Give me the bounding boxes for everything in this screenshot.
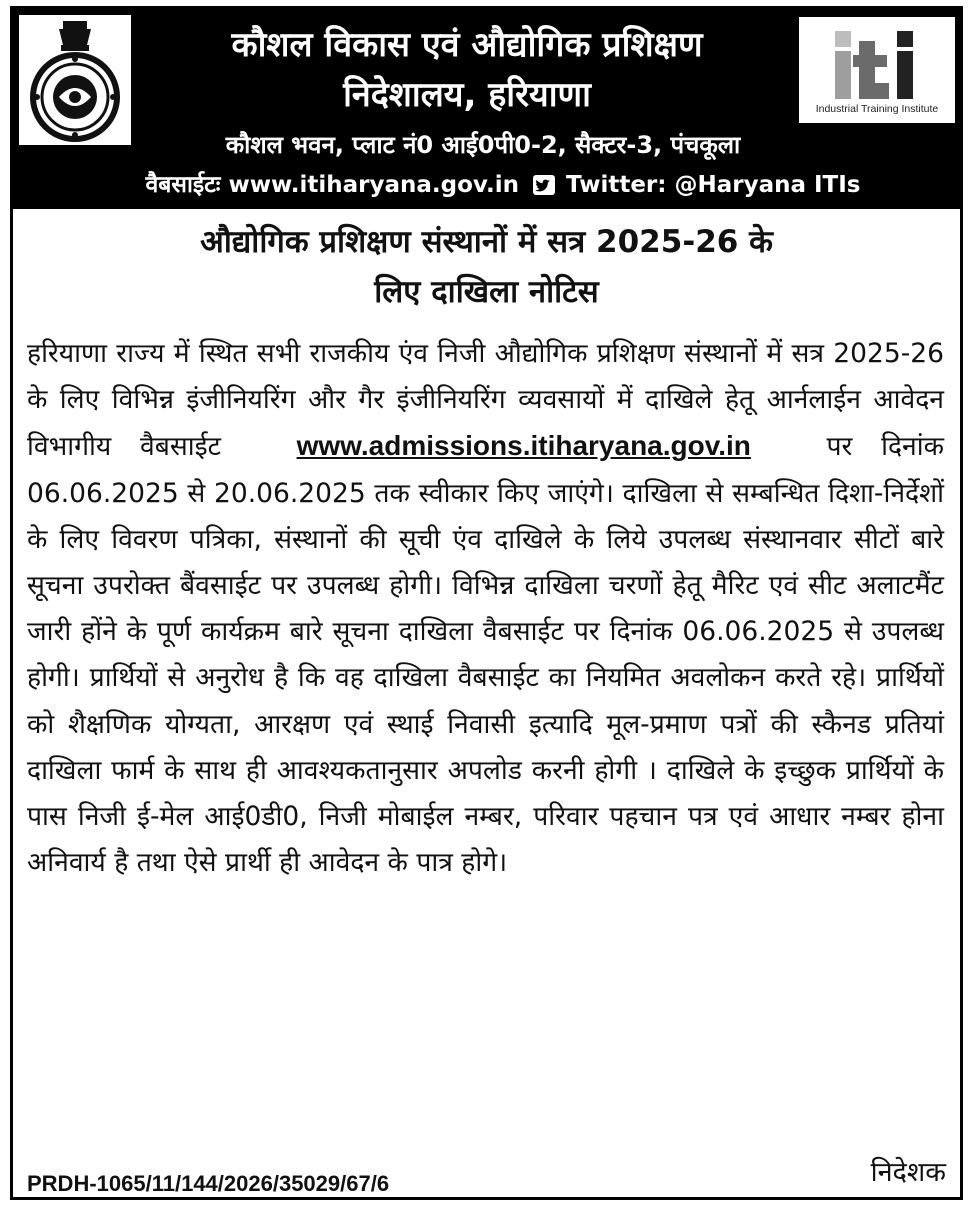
- press-reference-number: PRDH-1065/11/144/2026/35029/67/6: [27, 1171, 390, 1196]
- emblem-icon: [19, 15, 131, 145]
- notice-title-line2: लिए दाखिला नोटिस: [374, 274, 599, 310]
- emblem-logo: [19, 15, 131, 145]
- iti-logo-caption: Industrial Training Institute: [815, 103, 939, 115]
- directorate-name: निदेशालय, हरियाणा: [343, 75, 591, 115]
- notice-title-line1: औद्योगिक प्रशिक्षण संस्थानों में सत्र 2025-26 के: [200, 224, 773, 260]
- twitter-icon: [533, 172, 555, 192]
- office-address: कौशल भवन, प्लाट नं0 आई0पी0-2, सैक्टर-3, पंचकूला: [225, 131, 741, 159]
- website-label: वैबसाईटः: [145, 172, 221, 198]
- notice-body: [27, 331, 944, 886]
- signatory: निदेशक: [870, 1157, 946, 1188]
- admission-website-link[interactable]: www.admissions.itiharyana.gov.in: [296, 430, 751, 462]
- department-name: कौशल विकास एवं औद्योगिक प्रशिक्षण: [231, 25, 703, 65]
- website-link[interactable]: www.itiharyana.gov.in: [228, 172, 520, 198]
- notice-text-part2: पर दिनांक 06.06.2025 से 20.06.2025 तक स्वीकार किए जाएंगे। दाखिला से सम्बन्धित दिशा-निर्देशों के लिए विवरण पत्रिका, संस्थानों की सूची एंव दाखिले के लिये उपलब्ध संस्थानवार सीटों बारे सूचना उपरोक्त बैंवसाईट पर उपलब्ध होगी। विभिन्न दाखिला चरणों हेतू मैरिट एवं सीट अलाटमैंट जारी होंने के पूर्ण कार्यक्रम बारे सूचना दाखिला वैबसाईट पर दिनांक 06.06.2025 से उपलब्ध होगी। प्रार्थियों से अनुरोध है कि वह दाखिला वैबसाईट का नियमित अवलोकन करते रहे। प्रार्थियों को शैक्षणिक योग्यता, आरक्षण एवं स्थाई निवासी इत्यादि मूल-प्रमाण पत्रों की स्कैनड प्रतियां दाखिला फार्म के साथ ही आवश्यकतानुसार अपलोड करनी होगी । दाखिले के इच्छुक प्रार्थियों के पास निजी ई-मेल आई0डी0, निजी मोबाईल नम्बर, परिवार पहचान पत्र एवं आधार नम्बर होना अनिवार्य है तथा ऐसे प्रार्थी ही आवेदन के पात्र होगे।: [27, 431, 944, 879]
- contact-line: [73, 169, 933, 201]
- notice-title: [33, 217, 940, 317]
- notice-text-part1: हरियाणा राज्य में स्थित सभी राजकीय एंव निजी औद्योगिक प्रशिक्षण संस्थानों में सत्र 2025-26 के लिए विभिन्न इंजीनियरिंग और गैर इंजीनियरिंग व्यवसायों में दाखिले हेतू आर्नलाईन आवेदन विभागीय वैबसाईट: [27, 338, 944, 463]
- twitter-handle[interactable]: Twitter: @Haryana ITIs: [566, 172, 861, 198]
- notice-frame: [10, 6, 963, 1200]
- iti-logo: [799, 17, 955, 123]
- header-band: [13, 9, 960, 209]
